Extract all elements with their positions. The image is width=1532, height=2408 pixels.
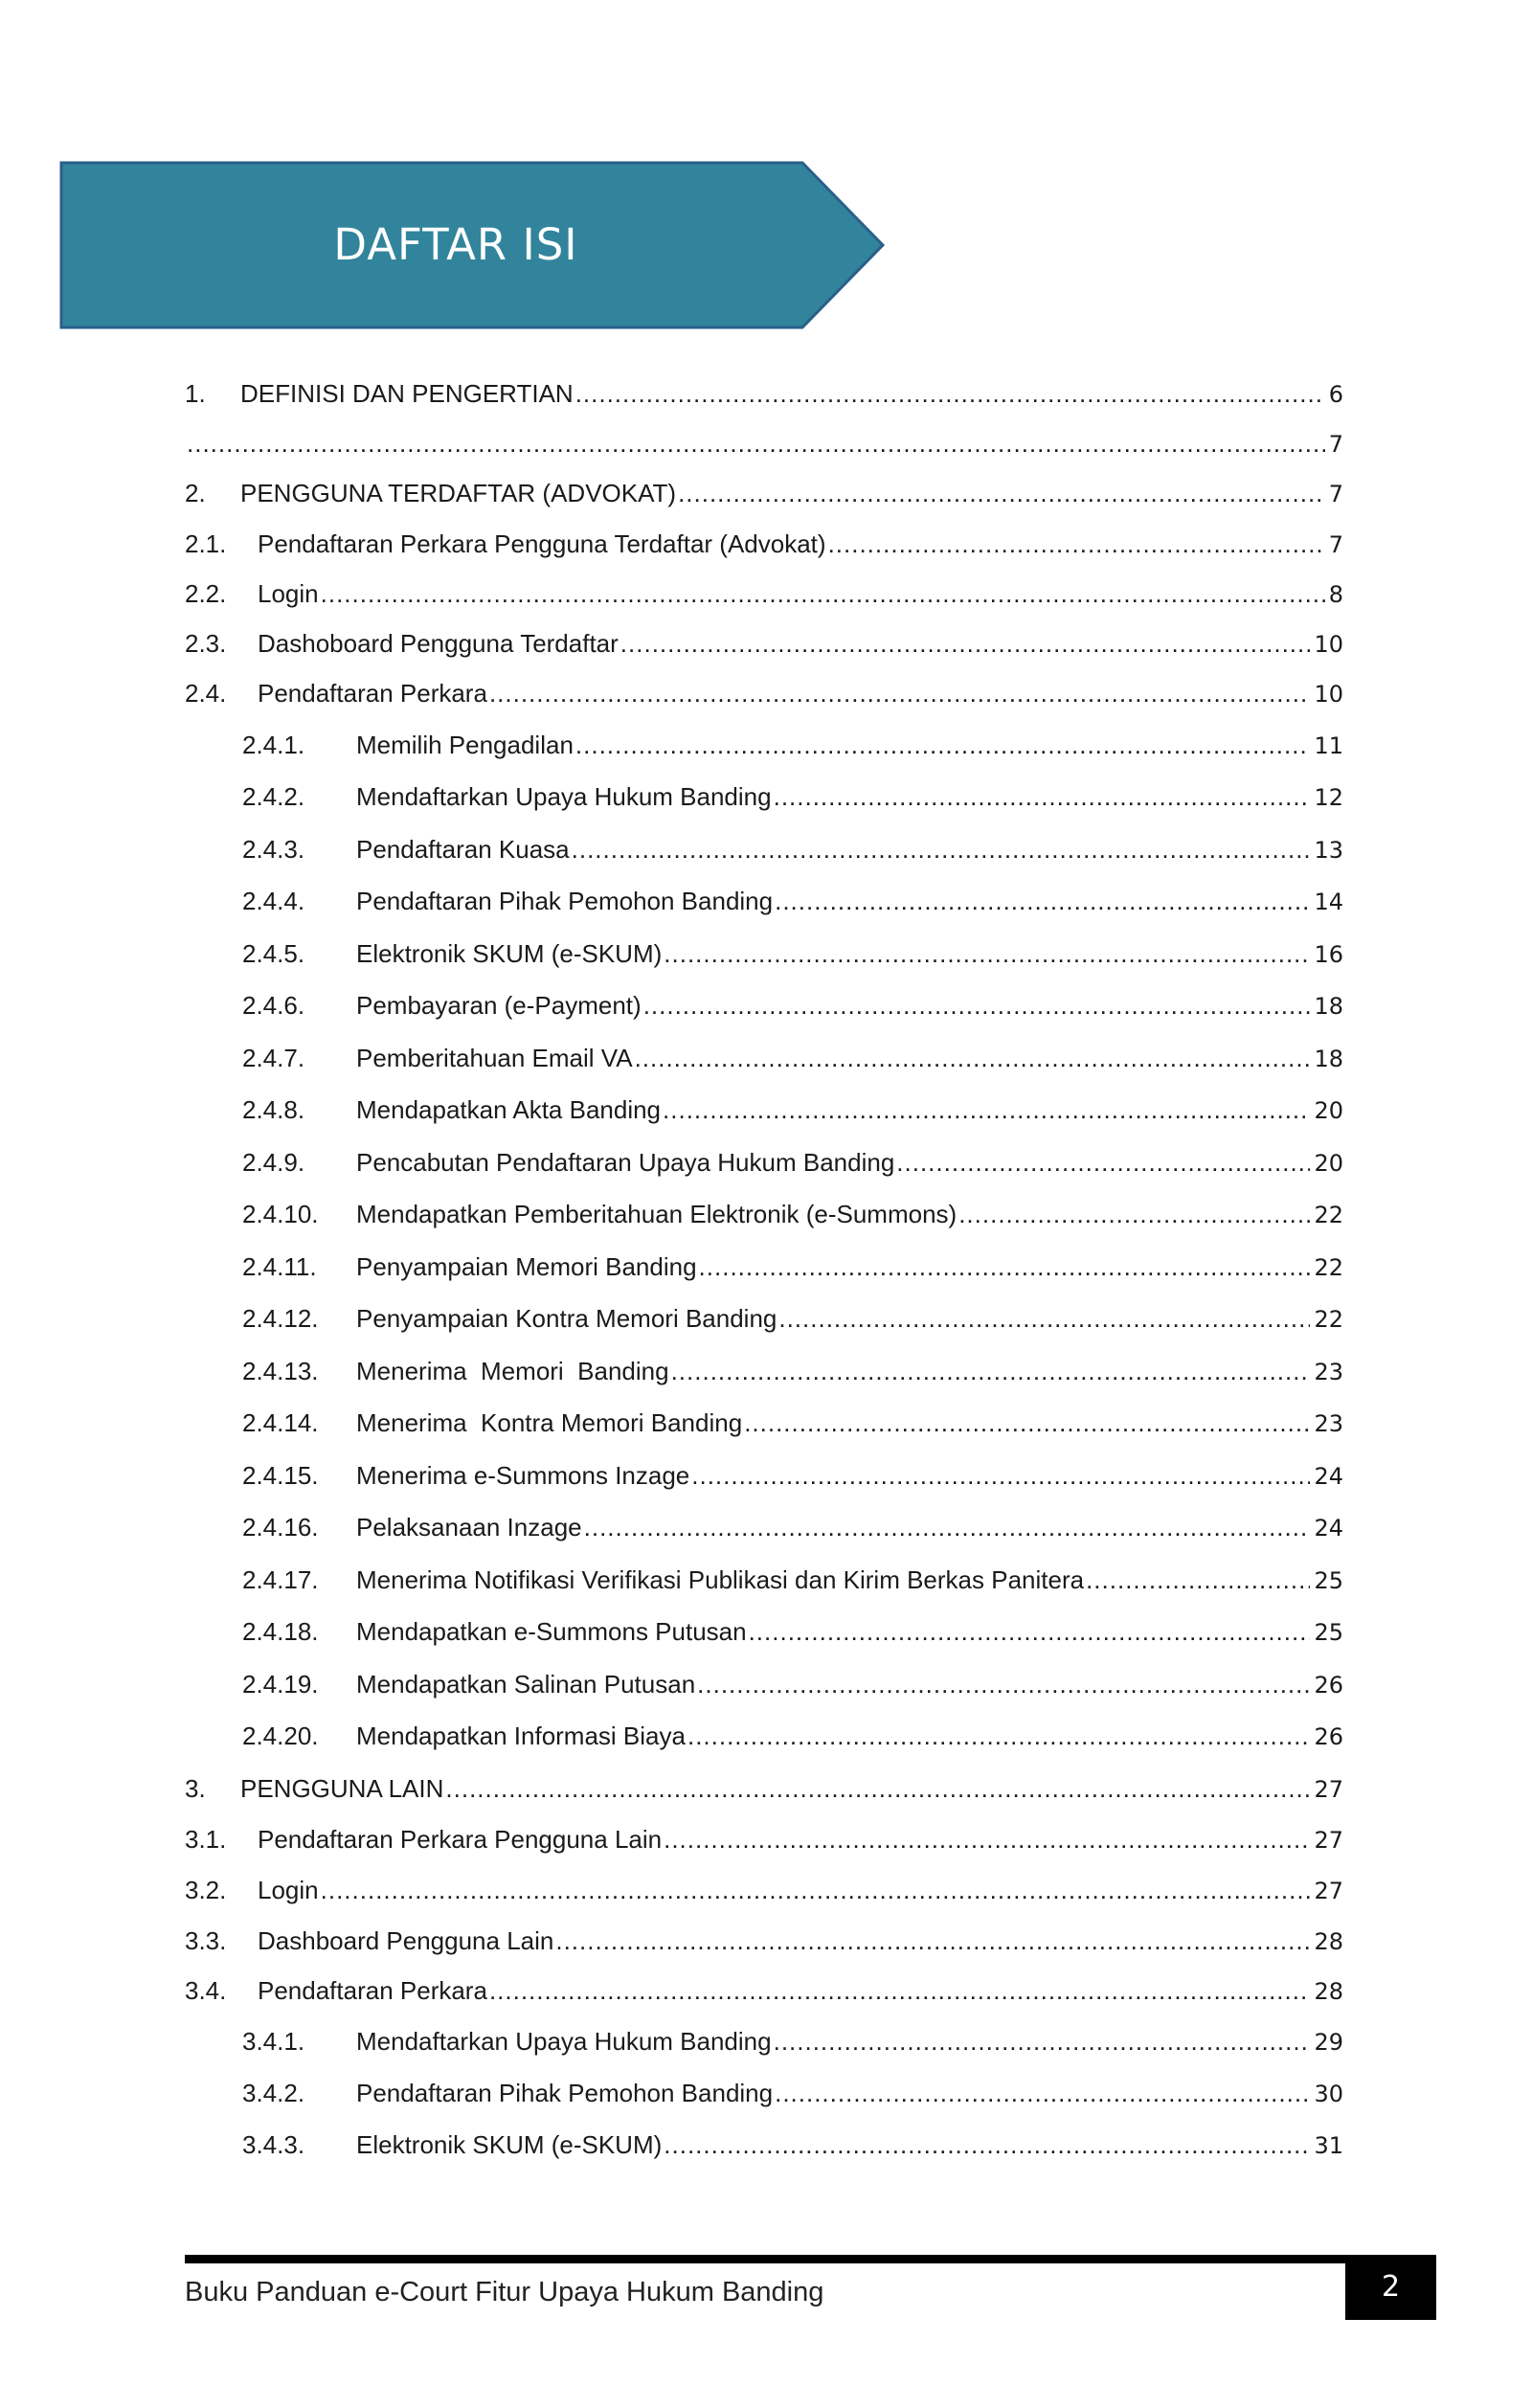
toc-dot-leader [619,629,1311,659]
toc-dot-leader [957,1200,1310,1229]
toc-entry-page: 18 [1314,1046,1343,1072]
toc-dot-leader [686,1722,1310,1751]
toc-entry-page: 23 [1314,1359,1343,1385]
toc-entry-label: DEFINISI DAN PENGERTIAN [240,379,574,408]
toc-entry-label: Pembayaran (e-Payment) [356,991,642,1020]
toc-entry-page: 22 [1314,1306,1343,1333]
toc-entry[interactable] [185,1774,1343,1804]
toc-dot-leader [574,379,1325,409]
toc-dot-leader [319,579,1325,609]
toc-entry-number: 2.1. [185,529,227,558]
toc-entry[interactable] [185,479,1343,508]
toc-entry-page: 12 [1314,784,1343,811]
toc-entry-page: 6 [1328,381,1343,408]
toc-entry-page: 20 [1314,1097,1343,1124]
toc-dot-leader [772,2027,1311,2057]
toc-entry[interactable] [242,939,1343,969]
toc-entry-label: Menerima Kontra Memori Banding [356,1408,743,1437]
toc-entry[interactable] [242,2079,1343,2108]
toc-entry-page: 29 [1314,2029,1343,2056]
toc-entry-label: Memilih Pengadilan [356,731,574,759]
toc-entry-number: 2.4.4. [242,887,305,915]
toc-entry-page: 27 [1314,1878,1343,1904]
toc-entry-number: 2.4.13. [242,1357,319,1385]
toc-entry[interactable] [242,1617,1343,1647]
toc-entry[interactable] [185,379,1343,409]
toc-entry[interactable] [242,1670,1343,1699]
toc-entry-label: Mendapatkan Pemberitahuan Elektronik (e-Summons) [356,1200,958,1228]
toc-entry-label: Pencabutan Pendaftaran Upaya Hukum Banding [356,1148,895,1177]
toc-dot-leader [773,887,1310,916]
toc-entry-page: 7 [1328,481,1343,507]
toc-entry-number: 2.4.5. [242,939,305,968]
toc-entry-page: 24 [1314,1463,1343,1490]
toc-entry-label: PENGGUNA LAIN [240,1774,444,1803]
toc-entry-number: 2.4.7. [242,1044,305,1072]
toc-dot-leader [487,1976,1311,2006]
toc-entry-label: Pendaftaran Kuasa [356,835,570,864]
toc-entry-label: Penyampaian Kontra Memori Banding [356,1304,777,1333]
toc-entry-label: Pendaftaran Perkara [258,1976,487,2005]
toc-entry-page: 13 [1314,837,1343,864]
toc-dot-leader [582,1513,1311,1542]
toc-entry-number: 3.2. [185,1876,227,1904]
toc-entry-page: 7 [1328,431,1343,458]
toc-entry-page: 28 [1314,1978,1343,2005]
toc-entry-label: PENGGUNA TERDAFTAR (ADVOKAT) [240,479,677,507]
toc-entry-number: 3.4.1. [242,2027,305,2056]
toc-entry-label: Menerima e-Summons Inzage [356,1461,690,1490]
toc-entry-number: 2.4.11. [242,1252,317,1281]
toc-entry-page: 14 [1314,889,1343,915]
toc-entry-label: Login [258,1876,319,1904]
toc-entry-page: 31 [1314,2132,1343,2159]
toc-entry[interactable] [242,1148,1343,1178]
toc-entry-number: 2.4.6. [242,991,305,1020]
toc-dot-leader [697,1252,1311,1282]
toc-entry-page: 25 [1314,1619,1343,1646]
toc-entry[interactable] [242,887,1343,916]
toc-entry[interactable] [242,1722,1343,1751]
toc-entry-number: 3.4.3. [242,2130,305,2159]
toc-dot-leader [487,679,1311,709]
toc-entry-number: 2.4.18. [242,1617,319,1646]
toc-dot-leader [689,1461,1310,1491]
toc-entry-page: 27 [1314,1827,1343,1854]
toc-dot-leader [574,731,1311,760]
toc-entry-page: 23 [1314,1410,1343,1437]
toc-entry-page: 30 [1314,2081,1343,2107]
toc-entry-number: 3.4. [185,1976,227,2005]
toc-dot-leader [742,1408,1310,1438]
toc-dot-leader [826,529,1325,559]
toc-dot-leader [319,1876,1311,1905]
toc-dot-leader [570,835,1311,865]
toc-entry[interactable] [185,1876,1343,1905]
toc-entry-number: 2.4.20. [242,1722,319,1750]
toc-entry-page: 26 [1314,1672,1343,1699]
toc-entry-number: 3.4.2. [242,2079,305,2107]
toc-entry-number: 3.1. [185,1825,227,1854]
toc-entry-label: Mendaftarkan Upaya Hukum Banding [356,2027,772,2056]
toc-entry-label: Pendaftaran Perkara [258,679,487,708]
toc-dot-leader [443,1774,1310,1804]
toc-entry-page: 27 [1314,1776,1343,1803]
footer-divider [185,2255,1348,2263]
toc-entry-number: 2.4.1. [242,731,305,759]
toc-entry-label: Pendaftaran Pihak Pemohon Banding [356,2079,774,2107]
toc-entry[interactable] [242,1513,1343,1542]
toc-entry[interactable] [185,1976,1343,2006]
toc-entry-number: 2.4.14. [242,1408,319,1437]
toc-entry[interactable] [185,1825,1343,1855]
toc-dot-leader [772,782,1311,812]
toc-entry[interactable] [185,579,1343,609]
toc-entry[interactable] [185,679,1343,709]
toc-dot-leader [676,479,1325,508]
toc-entry[interactable] [185,1926,1343,1956]
toc-dot-leader [185,429,1325,459]
toc-entry-number: 2.4.3. [242,835,305,864]
toc-entry[interactable] [242,835,1343,865]
toc-entry-label: Menerima Notifikasi Verifikasi Publikasi dan Kirim Berkas Panitera [356,1565,1085,1594]
toc-entry-label: Dashoboard Pengguna Terdaftar [258,629,619,658]
toc-entry[interactable] [242,782,1343,812]
toc-entry[interactable] [242,2027,1343,2057]
toc-entry[interactable] [242,1304,1343,1334]
toc-entry[interactable] [242,1044,1343,1073]
toc-entry-label: Mendapatkan Salinan Putusan [356,1670,696,1699]
toc-entry-page: 7 [1328,531,1343,558]
toc-entry-number: 2.4. [185,679,227,708]
toc-entry-label: Penyampaian Memori Banding [356,1252,697,1281]
toc-entry-number: 2.4.9. [242,1148,305,1177]
toc-entry-page: 22 [1314,1254,1343,1281]
toc-entry-page: 10 [1314,681,1343,708]
title-banner [59,161,892,329]
toc-entry-number: 2. [185,479,206,507]
toc-entry[interactable] [242,1408,1343,1438]
toc-entry-page: 18 [1314,993,1343,1020]
toc-entry-number: 2.4.10. [242,1200,319,1228]
toc-entry-number: 2.4.2. [242,782,305,811]
toc-entry-page: 11 [1314,732,1343,759]
toc-dot-leader [642,991,1311,1021]
page-number: 2 [1345,2255,1436,2320]
toc-entry[interactable] [242,1565,1343,1595]
toc-dot-leader [777,1304,1310,1334]
toc-entry-label: Pemberitahuan Email VA [356,1044,633,1072]
toc-entry-label: Pendaftaran Pihak Pemohon Banding [356,887,774,915]
toc-entry-label: Pendaftaran Perkara Pengguna Lain [258,1825,663,1854]
toc-dot-leader [553,1926,1310,1956]
toc-entry-number: 2.4.8. [242,1095,305,1124]
toc-entry-label: Elektronik SKUM (e-SKUM) [356,939,663,968]
page-title: DAFTAR ISI [333,219,578,270]
toc-entry[interactable] [185,629,1343,659]
toc-entry[interactable] [242,1095,1343,1125]
toc-dot-leader [773,2079,1310,2108]
toc-entry-label: Mendaftarkan Upaya Hukum Banding [356,782,772,811]
toc-entry-label: Menerima Memori Banding [356,1357,669,1385]
toc-entry-number: 2.2. [185,579,227,608]
footer-title: Buku Panduan e-Court Fitur Upaya Hukum Banding [185,2277,824,2307]
toc-entry-number: 2.4.12. [242,1304,319,1333]
toc-entry-page: 24 [1314,1515,1343,1542]
toc-dot-leader [662,939,1310,969]
toc-dot-leader [669,1357,1311,1386]
toc-entry-page: 10 [1314,631,1343,658]
toc-entry-number: 3. [185,1774,206,1803]
toc-entry-page: 20 [1314,1150,1343,1177]
toc-entry-page: 25 [1314,1567,1343,1594]
toc-dot-leader [747,1617,1311,1647]
toc-entry[interactable] [242,731,1343,760]
toc-dot-leader [662,1825,1310,1855]
toc-entry-number: 2.4.16. [242,1513,319,1542]
toc-entry[interactable] [185,529,1343,559]
toc-entry-number: 2.4.15. [242,1461,319,1490]
toc-dot-leader [1084,1565,1310,1595]
toc-entry[interactable] [242,991,1343,1021]
toc-dot-leader [633,1044,1311,1073]
toc-entry-number: 3.3. [185,1926,227,1955]
toc-entry-label: Login [258,579,319,608]
toc-entry-number: 2.4.17. [242,1565,319,1594]
toc-dot-leader [894,1148,1310,1178]
toc-entry-page: 8 [1328,581,1343,608]
toc-dot-leader [661,1095,1310,1125]
toc-entry-label: Mendapatkan Informasi Biaya [356,1722,686,1750]
toc-dot-leader [695,1670,1310,1699]
toc-entry-label: Mendapatkan e-Summons Putusan [356,1617,747,1646]
toc-entry[interactable] [185,429,1343,459]
toc-entry-label: Elektronik SKUM (e-SKUM) [356,2130,663,2159]
toc-entry-number: 1. [185,379,206,408]
toc-entry-number: 2.4.19. [242,1670,319,1699]
toc-entry-page: 22 [1314,1202,1343,1228]
toc-entry-number: 2.3. [185,629,227,658]
toc-entry-label: Dashboard Pengguna Lain [258,1926,554,1955]
toc-entry[interactable] [242,1252,1343,1282]
toc-entry[interactable] [242,2130,1343,2160]
toc-entry-label: Mendapatkan Akta Banding [356,1095,662,1124]
toc-dot-leader [662,2130,1310,2160]
toc-entry-label: Pelaksanaan Inzage [356,1513,582,1542]
toc-entry[interactable] [242,1461,1343,1491]
toc-entry-page: 26 [1314,1723,1343,1750]
toc-entry[interactable] [242,1200,1343,1229]
toc-entry-label: Pendaftaran Perkara Pengguna Terdaftar (Advokat) [258,529,826,558]
toc-entry[interactable] [242,1357,1343,1386]
toc-entry-page: 16 [1314,941,1343,968]
toc-entry-page: 28 [1314,1928,1343,1955]
